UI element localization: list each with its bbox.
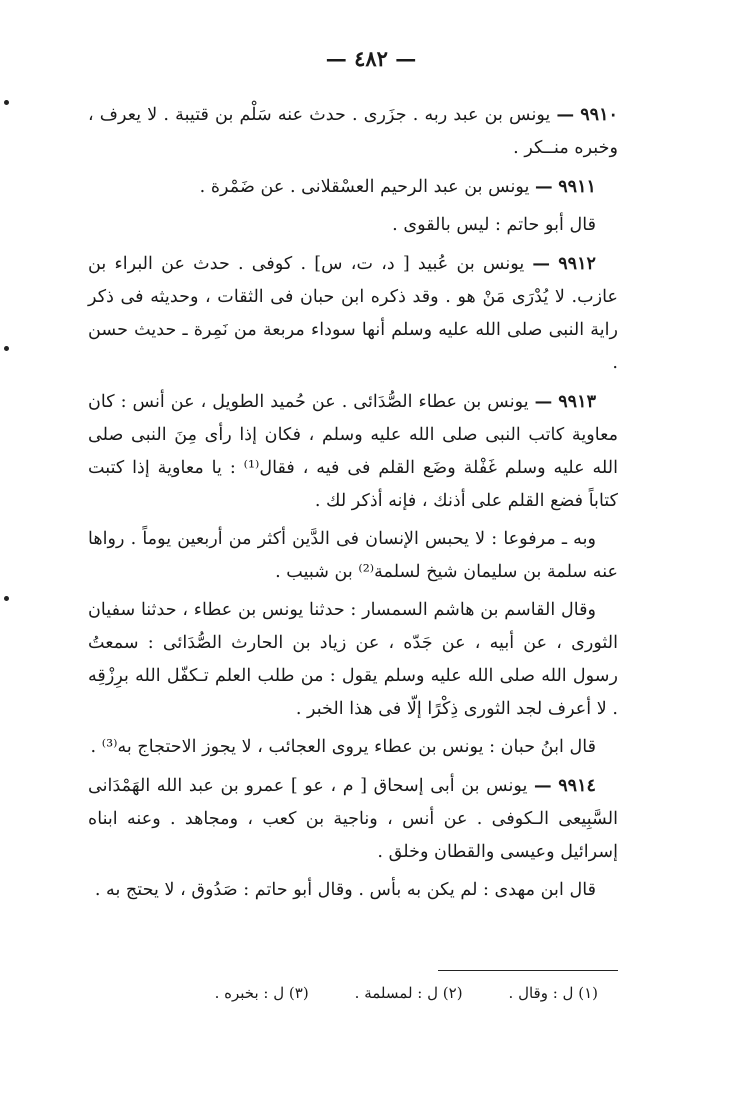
entry-number: ٩٩١١ [558, 176, 596, 197]
entry-9912 [88, 247, 618, 380]
margin-dot [4, 100, 9, 105]
entry-9914 [88, 769, 618, 869]
footnotes [88, 982, 604, 1004]
entry-number: ٩٩١٢ [558, 253, 597, 274]
entry-text: يونس بن عُبيد [ د، ت، س] . كوفى . حدث عن البراء بن عازب. لا يُدْرَى مَنْ هو . وقد ذكره ابن حبان فى الثقات ، وحديثه فى ذكر راية النبى صلى الله عليه وسلم أنها سوداء مربعة من نَمِرة ـ حديث حسن . [88, 254, 618, 373]
page-number: — ٤٨٢ — [325, 46, 417, 71]
entry-dash: — [535, 176, 553, 197]
paragraph: قال ابنُ حبان : يونس بن عطاء يروى العجائب ، لا يجوز الاحتجاج به⁽³⁾ . [90, 737, 596, 757]
entry-9910 [88, 98, 618, 165]
entry-number: ٩٩١٣ [558, 391, 597, 412]
entry-text: يونس بن عطاء الصُّدَائى . عن حُميد الطويل ، عن أنس : كان معاوية كاتب النبى صلى الله عليه وسلم ، فكان إذا رأى مِنَ النبى صلى الله عليه وسلم غَفْلة وضَع القلم فى فيه ، فقال⁽¹⁾ : يا معاوية إذا كتبت كتاباً فضع القلم على أذنك ، فإنه أذكر لك . [88, 392, 618, 511]
paragraph: وقال القاسم بن هاشم السمسار : حدثنا يونس بن عطاء ، حدثنا سفيان الثورى ، عن أبيه ، عن جَدّه ، عن زياد بن الحارث الصُّدَائى : سمعتُ رسول الله صلى الله عليه وسلم يقول : من طلب العلم تـكفّل الله برِزْقِه . لا أعرف لجد الثورى ذِكْرًا إلّا فى هذا الخبر . [88, 600, 618, 719]
entry-number: ٩٩١٤ [558, 775, 597, 796]
entry-number: ٩٩١٠ [580, 104, 619, 125]
footnote-2: (٢) ل : لمسلمة . [354, 984, 463, 1002]
entry-dash: — [556, 104, 575, 125]
margin-dot [4, 596, 9, 601]
paragraph: قال ابن مهدى : لم يكن به بأس . وقال أبو حاتم : صَدُوق ، لا يحتج به . [94, 880, 596, 900]
entry-text: يونس بن أبى إسحاق [ م ، عو ] عمرو بن عبد الله الهَمْدَانى السَّبِيعى الـكوفى . عن أنس ، وناجية بن كعب ، ومجاهد . وعنه ابناه إسرائيل وعيسى والقطان وخلق . [88, 776, 618, 862]
entry-9913 [88, 385, 618, 518]
footnote-1: (١) ل : وقال . [508, 984, 598, 1002]
paragraph: قال أبو حاتم : ليس بالقوى . [392, 215, 596, 235]
margin-dot [4, 346, 9, 351]
entry-dash: — [534, 391, 553, 412]
entry-9911 [88, 170, 618, 204]
entry-dash: — [534, 775, 552, 796]
footnote-3: (٣) ل : بخبره . [214, 984, 309, 1002]
entry-text: يونس بن عبد ربه . جزَرى . حدث عنه سَلْم بن قتيبة . لا يعرف ، وخبره منــكر . [88, 105, 618, 158]
footnote-divider [438, 970, 618, 971]
paragraph: وبه ـ مرفوعا : لا يحبس الإنسان فى الدَّين أكثر من أربعين يوماً . رواها عنه سلمة بن سليمان شيخ لسلمة⁽²⁾ بن شبيب . [88, 529, 618, 582]
entry-text: يونس بن عبد الرحيم العسْقلانى . عن ضَمْرة . [199, 177, 530, 197]
page-body [88, 98, 618, 912]
entry-dash: — [532, 253, 551, 274]
